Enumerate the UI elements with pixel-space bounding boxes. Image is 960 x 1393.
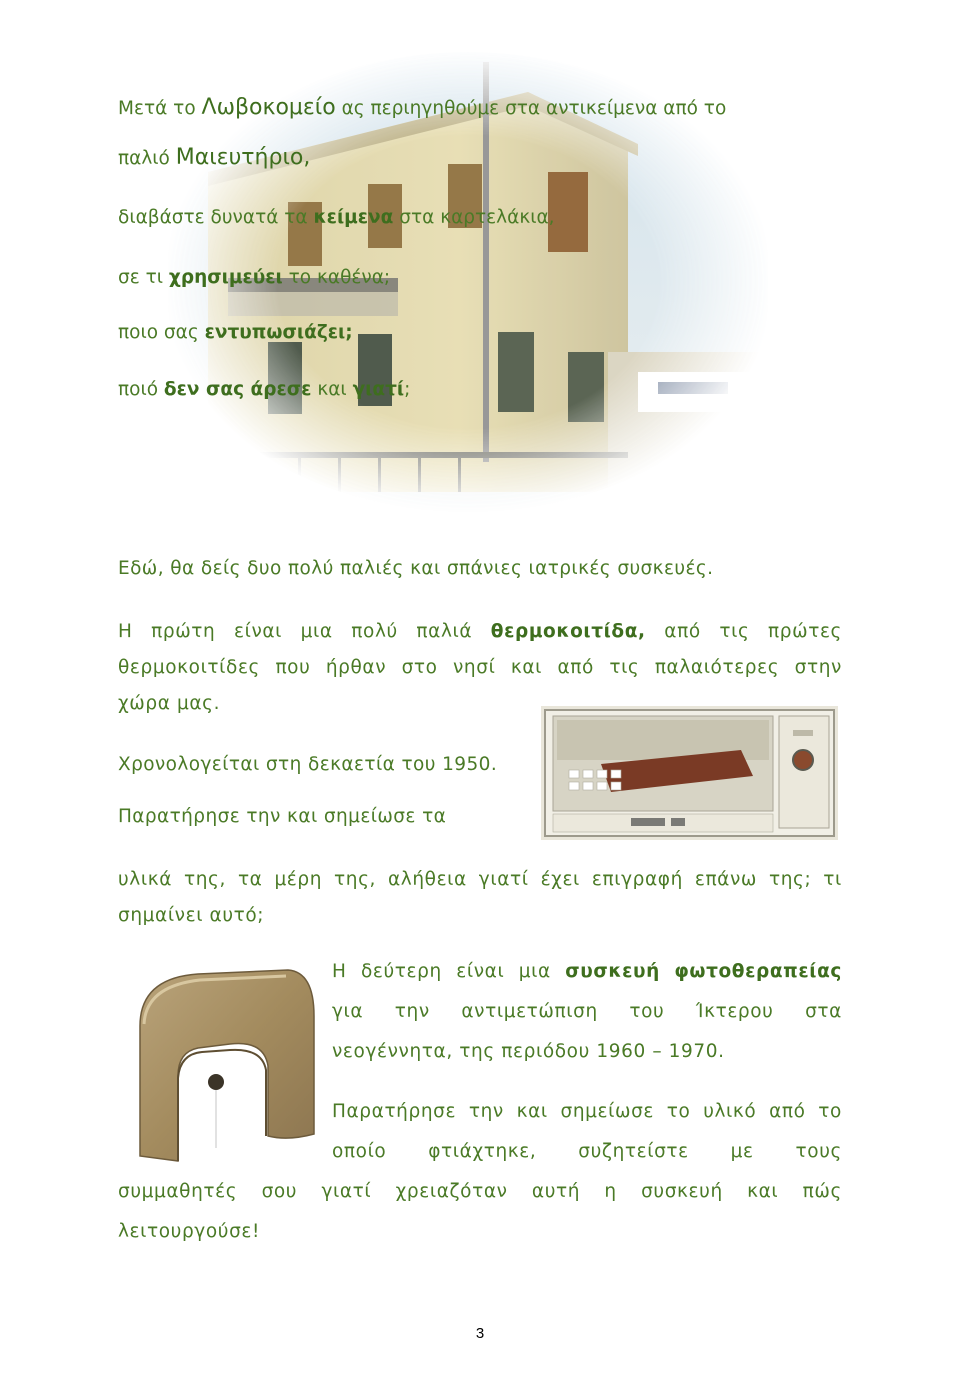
phototherapy-device-photo [118,956,318,1166]
paragraph-line [118,614,842,650]
word: λειτουργούσε! [118,1221,261,1242]
word: την [394,1001,430,1022]
phototherapy-illustration [118,956,318,1166]
page-number: 3 [475,1325,485,1342]
intro-text: παλιό [118,148,176,169]
place-name-maternity: Μαιευτήριο, [175,145,311,170]
intro-line-1 [118,95,726,122]
word: πολύ [351,621,398,642]
word: χώρα μας. [118,693,221,714]
word: θερμοκοιτίδες [118,657,261,678]
word: επάνω [694,869,758,890]
word: στην [794,657,842,678]
intro-text: ποιο σας [118,322,205,343]
word: Η [118,621,133,642]
word: από [664,621,701,642]
intro-text: στα καρτελάκια, [393,207,555,228]
word: τις [609,657,640,678]
word: αντιμετώπιση [461,1001,598,1022]
intro-line-4 [118,265,390,291]
word: με [730,1141,754,1162]
word: αυτή [531,1181,581,1202]
keyword-usage: χρησιμεύει [168,267,283,288]
word: Παρατήρησε [332,1101,457,1122]
word: ήρθαν [325,657,387,678]
word: την [468,1101,504,1122]
word: υλικό [703,1101,757,1122]
word: γιατί [478,869,529,890]
keyword-phototherapy: φωτοθεραπείας [674,961,842,982]
word: σου [261,1181,298,1202]
section1-date: Χρονολογείται στη δεκαετία του 1950. [118,754,498,775]
word: της, [334,869,377,890]
keyword-dislike: δεν σας άρεσε [163,379,312,400]
word: η [604,1181,617,1202]
section2-paragraph-b [332,1094,842,1170]
word: στα [805,1001,842,1022]
word: χρειαζόταν [395,1181,508,1202]
intro-text: ας περιηγηθούμε στα αντικείμενα από το [335,98,727,119]
word: το [666,1101,691,1122]
word: συζητείστε [578,1141,689,1162]
intro-text: ; [404,379,411,400]
word: για [332,1001,364,1022]
keyword-why: γιατί [352,379,405,400]
section2-paragraph-a [332,954,842,1070]
keyword-impress: εντυπωσιάζει; [204,322,353,343]
paragraph-line [118,862,842,898]
place-name-leprosarium: Λωβοκομείο [201,95,336,120]
word: τις [719,621,750,642]
word: παλιά [416,621,473,642]
word: δεύτερη [360,961,442,982]
word: και [747,1181,779,1202]
word: πώς [802,1181,842,1202]
word: είναι [233,621,283,642]
section1-questions [118,862,842,934]
intro-text: ποιό [118,379,164,400]
word: έχει [540,869,580,890]
word: υλικά [118,869,173,890]
paragraph-line [118,1174,842,1210]
word: πρώτη [151,621,216,642]
word: της, [183,869,226,890]
word: γιατί [321,1181,372,1202]
word: Η [332,961,347,982]
word: πρώτες [768,621,842,642]
paragraph-line [332,994,842,1030]
word: μια [300,621,333,642]
section1-intro: Εδώ, θα δείς δυο πολύ παλιές και σπάνιες ιατρικές συσκευές. [118,558,714,579]
word: της; [768,869,812,890]
intro-line-2 [118,145,310,172]
word: στο [401,657,438,678]
word: από [769,1101,806,1122]
word: είναι [456,961,505,982]
word: νησί [452,657,496,678]
paragraph-line [332,954,842,990]
word: συμμαθητές [118,1181,238,1202]
intro-line-3 [118,205,555,231]
intro-text: διαβάστε δυνατά τα [118,207,314,228]
word: και [516,1101,548,1122]
word: νεογέννητα, της περιόδου 1960 – 1970. [332,1041,725,1062]
word: και [510,657,543,678]
word: οποίο [332,1141,387,1162]
intro-text: και [311,379,353,400]
incubator-illustration [541,706,838,840]
intro-text: σε τι [118,267,169,288]
keyword-device: συσκευή [565,961,660,982]
intro-text: Μετά το [118,98,202,119]
word: αλήθεια [388,869,467,890]
word: σημαίνει αυτό; [118,905,265,926]
paragraph-line [332,1094,842,1130]
word: τα [237,869,263,890]
word: μέρη [274,869,323,890]
word: το [818,1101,842,1122]
word: παλαιότερες [654,657,780,678]
paragraph-line [118,1214,842,1250]
intro-line-6 [118,377,410,403]
paragraph-line [118,898,842,934]
section1-observe: Παρατήρησε την και σημείωσε τα [118,806,447,827]
word: που [275,657,311,678]
word: του [629,1001,665,1022]
word: επιγραφή [591,869,683,890]
keyword-texts: κείμενα [313,207,394,228]
incubator-photo [541,706,838,840]
word: τους [795,1141,842,1162]
word: συσκευή [641,1181,723,1202]
word: Ίκτερου [695,1001,774,1022]
intro-line-5 [118,320,353,346]
keyword-incubator: θερμοκοιτίδα, [490,621,646,642]
word: μια [518,961,551,982]
intro-text: το καθένα; [282,267,391,288]
paragraph-line [332,1134,842,1170]
paragraph-line [118,650,842,686]
word: σημείωσε [560,1101,655,1122]
section2-paragraph-c [118,1174,842,1250]
word: από [557,657,594,678]
paragraph-line [332,1034,842,1070]
word: φτιάχτηκε, [428,1141,537,1162]
word: τι [823,869,842,890]
